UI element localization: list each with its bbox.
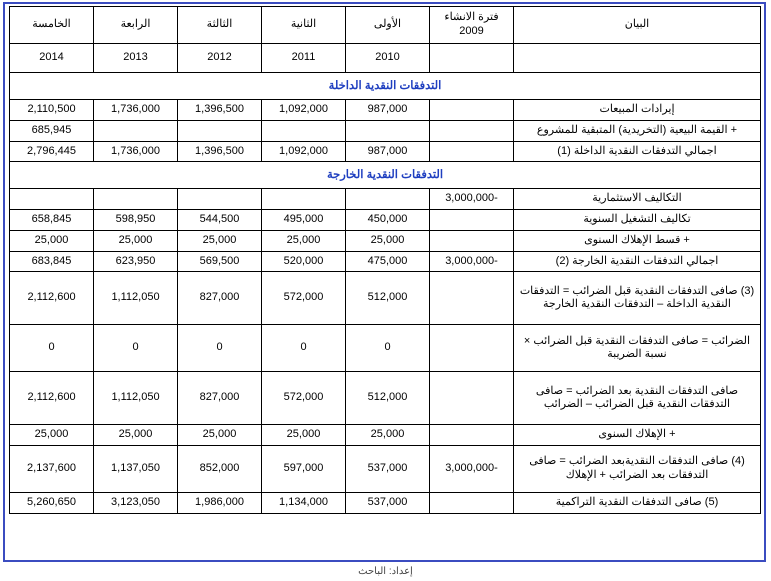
row-value-year1 xyxy=(346,120,430,141)
row-creation-value: -3,000,000 xyxy=(430,446,514,493)
header-year2: الثانية xyxy=(262,7,346,44)
row-label: + قسط الإهلاك السنوى xyxy=(514,230,761,251)
row-value-year4: 0 xyxy=(94,325,178,372)
row-creation-value xyxy=(430,100,514,121)
row-creation-value xyxy=(430,425,514,446)
table-row xyxy=(10,372,761,425)
header-year4: الرابعة xyxy=(94,7,178,44)
row-label: + القيمة البيعية (التخريدية) المتبقية للمشروع xyxy=(514,120,761,141)
row-creation-value xyxy=(430,230,514,251)
row-value-year4: 1,137,050 xyxy=(94,446,178,493)
row-value-year5: 0 xyxy=(10,325,94,372)
row-value-year1: 512,000 xyxy=(346,372,430,425)
row-value-year4: 1,736,000 xyxy=(94,100,178,121)
row-value-year4: 1,112,050 xyxy=(94,372,178,425)
table-row xyxy=(10,425,761,446)
table-header-row xyxy=(10,7,761,44)
row-value-year4 xyxy=(94,189,178,210)
row-value-year3: 25,000 xyxy=(178,230,262,251)
row-value-year4: 3,123,050 xyxy=(94,493,178,514)
cash-flow-table xyxy=(9,6,761,514)
row-value-year1: 987,000 xyxy=(346,141,430,162)
row-value-year2: 572,000 xyxy=(262,372,346,425)
row-value-year2: 0 xyxy=(262,325,346,372)
table-row xyxy=(10,230,761,251)
row-value-year5: 2,110,500 xyxy=(10,100,94,121)
row-label: التكاليف الاستثمارية xyxy=(514,189,761,210)
row-label: صافى التدفقات النقدية بعد الضرائب = صافى التدفقات النقدية قبل الضرائب – الضرائب xyxy=(514,372,761,425)
row-value-year5: 5,260,650 xyxy=(10,493,94,514)
row-creation-value xyxy=(430,372,514,425)
row-value-year3: 852,000 xyxy=(178,446,262,493)
row-creation-value xyxy=(430,325,514,372)
row-value-year5: 25,000 xyxy=(10,425,94,446)
row-label: تكاليف التشغيل السنوية xyxy=(514,210,761,231)
row-value-year3 xyxy=(178,120,262,141)
row-value-year2: 1,092,000 xyxy=(262,100,346,121)
row-value-year1: 450,000 xyxy=(346,210,430,231)
row-value-year1: 537,000 xyxy=(346,446,430,493)
header-year3: الثالثة xyxy=(178,7,262,44)
row-creation-value xyxy=(430,210,514,231)
year-number-5: 2014 xyxy=(10,44,94,73)
table-row xyxy=(10,272,761,325)
row-value-year4: 598,950 xyxy=(94,210,178,231)
row-value-year2 xyxy=(262,189,346,210)
row-value-year4: 25,000 xyxy=(94,230,178,251)
year-number-3: 2012 xyxy=(178,44,262,73)
row-label: (3) صافى التدفقات النقدية قبل الضرائب = التدفقات النقدية الداخلة – التدفقات النقدية الخارجة xyxy=(514,272,761,325)
row-value-year3: 827,000 xyxy=(178,272,262,325)
row-value-year5: 2,137,600 xyxy=(10,446,94,493)
row-value-year2: 495,000 xyxy=(262,210,346,231)
section-title-outflows: التدفقات النقدية الخارجة xyxy=(10,162,761,189)
row-creation-value xyxy=(430,272,514,325)
row-value-year4: 1,736,000 xyxy=(94,141,178,162)
table-row xyxy=(10,251,761,272)
header-description: البيان xyxy=(514,7,761,44)
row-value-year5: 2,796,445 xyxy=(10,141,94,162)
table-row xyxy=(10,189,761,210)
table-row xyxy=(10,100,761,121)
row-value-year1: 0 xyxy=(346,325,430,372)
row-value-year3 xyxy=(178,189,262,210)
row-value-year3: 1,396,500 xyxy=(178,100,262,121)
row-value-year3: 25,000 xyxy=(178,425,262,446)
row-label: اجمالي التدفقات النقدية الخارجة (2) xyxy=(514,251,761,272)
row-creation-value xyxy=(430,493,514,514)
table-row xyxy=(10,210,761,231)
row-creation-value xyxy=(430,141,514,162)
table-row xyxy=(10,141,761,162)
row-label: اجمالي التدفقات النقدية الداخلة (1) xyxy=(514,141,761,162)
row-value-year1: 25,000 xyxy=(346,425,430,446)
year-row-spacer-description xyxy=(514,44,761,73)
row-value-year3: 569,500 xyxy=(178,251,262,272)
row-label: الضرائب = صافى التدفقات النقدية قبل الضرائب × نسبة الضريبة xyxy=(514,325,761,372)
table-row xyxy=(10,446,761,493)
row-creation-value: -3,000,000 xyxy=(430,189,514,210)
row-creation-value: -3,000,000 xyxy=(430,251,514,272)
row-creation-value xyxy=(430,120,514,141)
row-value-year2: 25,000 xyxy=(262,230,346,251)
row-value-year5: 685,945 xyxy=(10,120,94,141)
footer-note: إعداد: الباحث xyxy=(358,566,413,577)
year-number-1: 2010 xyxy=(346,44,430,73)
row-value-year2: 520,000 xyxy=(262,251,346,272)
header-creation-period: فترة الانشاء 2009 xyxy=(430,7,514,44)
header-year1: الأولى xyxy=(346,7,430,44)
table-row xyxy=(10,493,761,514)
row-value-year1: 25,000 xyxy=(346,230,430,251)
year-number-4: 2013 xyxy=(94,44,178,73)
row-value-year5: 2,112,600 xyxy=(10,372,94,425)
row-value-year3: 1,396,500 xyxy=(178,141,262,162)
section-row-outflows xyxy=(10,162,761,189)
row-value-year2 xyxy=(262,120,346,141)
row-label: (4) صافى التدفقات النقديةبعد الضرائب = صافى التدفقات بعد الضرائب + الإهلاك xyxy=(514,446,761,493)
row-label: + الإهلاك السنوى xyxy=(514,425,761,446)
row-value-year5: 25,000 xyxy=(10,230,94,251)
row-value-year1: 537,000 xyxy=(346,493,430,514)
row-value-year4: 1,112,050 xyxy=(94,272,178,325)
row-value-year5: 683,845 xyxy=(10,251,94,272)
row-label: إيرادات المبيعات xyxy=(514,100,761,121)
table-row xyxy=(10,120,761,141)
section-row-inflows xyxy=(10,73,761,100)
row-value-year2: 25,000 xyxy=(262,425,346,446)
row-value-year3: 827,000 xyxy=(178,372,262,425)
row-value-year5: 2,112,600 xyxy=(10,272,94,325)
row-value-year5 xyxy=(10,189,94,210)
header-year5: الخامسة xyxy=(10,7,94,44)
row-value-year1: 512,000 xyxy=(346,272,430,325)
year-number-2: 2011 xyxy=(262,44,346,73)
row-value-year2: 597,000 xyxy=(262,446,346,493)
row-value-year3: 1,986,000 xyxy=(178,493,262,514)
row-value-year5: 658,845 xyxy=(10,210,94,231)
row-value-year2: 1,134,000 xyxy=(262,493,346,514)
row-value-year4: 623,950 xyxy=(94,251,178,272)
section-title-inflows: التدفقات النقدية الداخلة xyxy=(10,73,761,100)
table-year-row xyxy=(10,44,761,73)
row-value-year1: 475,000 xyxy=(346,251,430,272)
row-value-year3: 0 xyxy=(178,325,262,372)
row-label: (5) صافى التدفقات النقدية التراكمية xyxy=(514,493,761,514)
row-value-year2: 572,000 xyxy=(262,272,346,325)
table-row xyxy=(10,325,761,372)
row-value-year2: 1,092,000 xyxy=(262,141,346,162)
row-value-year4 xyxy=(94,120,178,141)
row-value-year4: 25,000 xyxy=(94,425,178,446)
row-value-year1 xyxy=(346,189,430,210)
row-value-year3: 544,500 xyxy=(178,210,262,231)
row-value-year1: 987,000 xyxy=(346,100,430,121)
year-row-spacer-creation xyxy=(430,44,514,73)
